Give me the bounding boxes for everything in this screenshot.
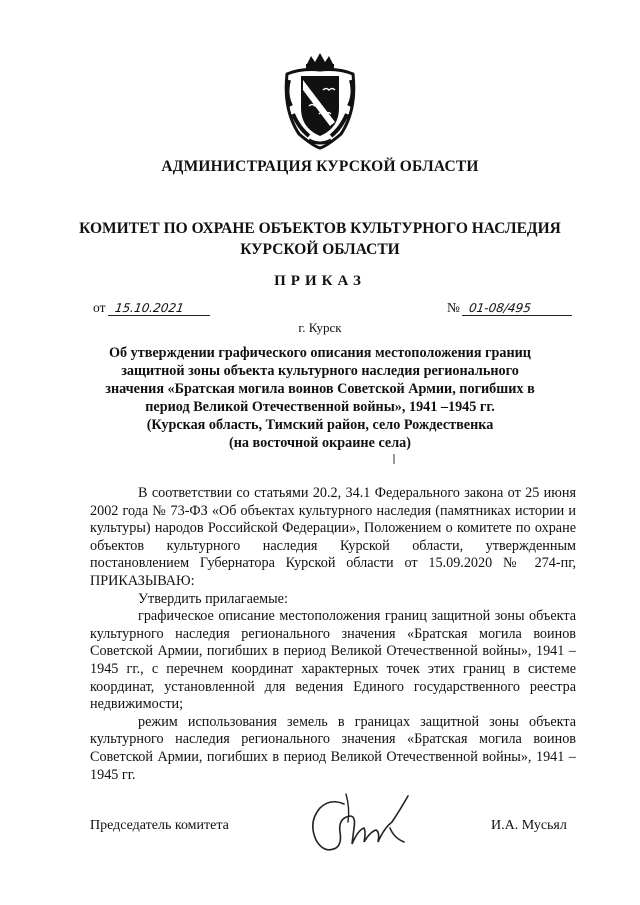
committee-heading-line: КУРСКОЙ ОБЛАСТИ xyxy=(240,241,400,258)
scan-mark xyxy=(393,454,395,464)
body-paragraph: графическое описание местоположения границ защитной зоны объекта культурного наследия регионального значения «Братская могила воинов Советской Армии, погибших в период Великой Отечественной войны», 1941 –1945 гг., с перечнем координат характерных точек этих границ в системе координат, установленной для ведения Единого государственного реестра недвижимости; xyxy=(90,608,576,713)
title-line: (Курская область, Тимский район, село Рождественка xyxy=(146,417,494,433)
signatory-position: Председатель комитета xyxy=(90,818,229,833)
document-body xyxy=(90,485,576,784)
city: г. Курск xyxy=(298,320,342,335)
from-label: от xyxy=(93,300,106,315)
title-line: (на восточной окраине села) xyxy=(229,435,411,451)
title-line: Об утверждении графического описания местоположения границ xyxy=(108,345,531,361)
title-line: защитной зоны объекта культурного наследия регионального xyxy=(121,363,519,379)
title-line: значения «Братская могила воинов Советской Армии, погибших в xyxy=(105,381,535,397)
number-row xyxy=(447,300,573,316)
committee-heading-line: КОМИТЕТ ПО ОХРАНЕ ОБЪЕКТОВ КУЛЬТУРНОГО НАСЛЕДИЯ xyxy=(79,220,561,237)
title-line: период Великой Отечественной войны», 1941 –1945 гг. xyxy=(145,399,495,415)
signatory-name: И.А. Мусьял xyxy=(491,818,567,833)
date-row xyxy=(93,300,211,316)
number-label: № xyxy=(447,300,460,315)
signature-icon xyxy=(300,788,420,866)
handwritten-number: 01-08/495 xyxy=(462,301,574,316)
handwritten-date: 15.10.2021 xyxy=(108,301,212,316)
body-paragraph: Утвердить прилагаемые: xyxy=(138,590,288,607)
body-paragraph: В соответствии со статьями 20.2, 34.1 Федерального закона от 25 июня 2002 года № 73-ФЗ «Об объектах культурного наследия (памятниках истории и культуры) народов Российской Федерации», Положением о комитете по охране объектов культурного наследия Курской области, утвержденным постановлением Губернатора Курской области от 15.09.2020 № 274-пг, ПРИКАЗЫВАЮ: xyxy=(90,485,576,589)
document-title xyxy=(100,344,540,452)
body-paragraph: режим использования земель в границах защитной зоны объекта культурного наследия регионального значения «Братская могила воинов Советской Армии, погибших в период Великой Отечественной войны», 1941 –1945 гг. xyxy=(90,713,576,783)
administration-heading: АДМИНИСТРАЦИЯ КУРСКОЙ ОБЛАСТИ xyxy=(161,158,479,175)
committee-heading xyxy=(0,218,640,260)
coat-of-arms-icon xyxy=(279,50,361,150)
document-type: ПРИКАЗ xyxy=(274,273,366,289)
